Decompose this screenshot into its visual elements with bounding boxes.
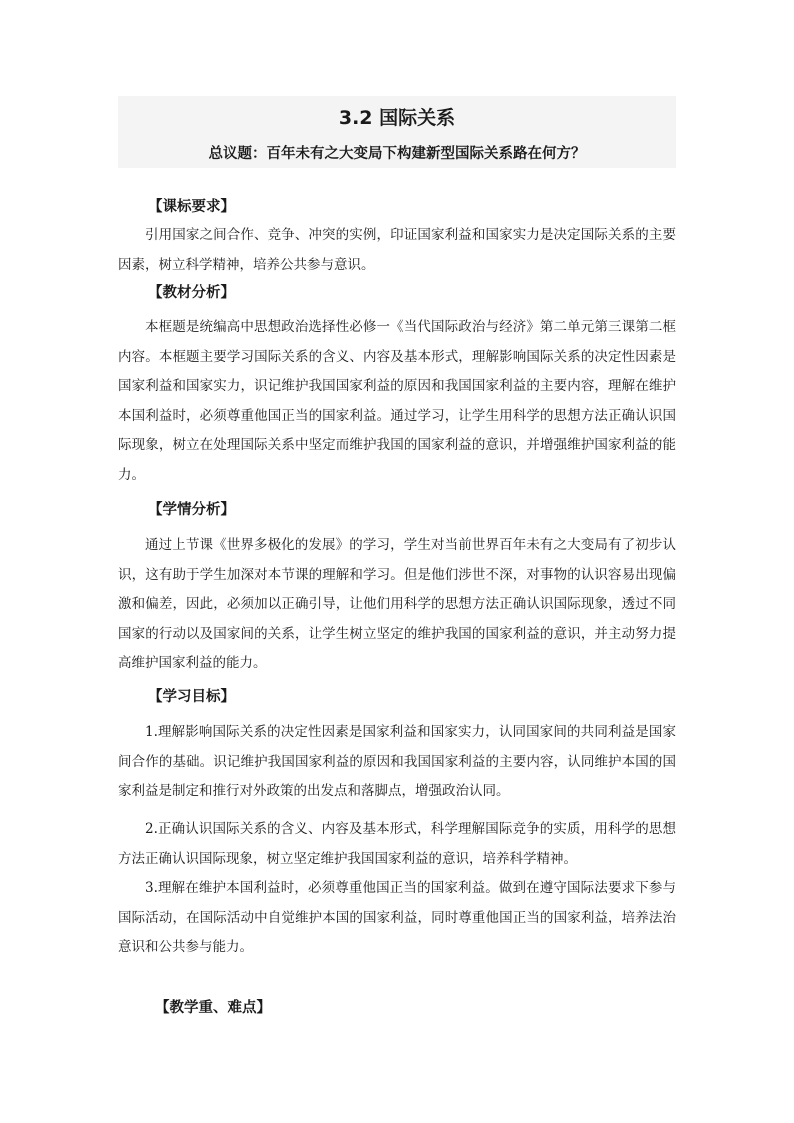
- objective-item-1: 1.理解影响国际关系的决定性因素是国家利益和国家实力，认同国家间的共同利益是国家间合作的基础。识记维护我国国家利益的原因和我国国家利益的主要内容，认同维护本国的国家利益是制定和推行对外政策的出发点和落脚点，增强政治认同。: [118, 724, 676, 799]
- objective-item-2: 2.正确认识国际关系的含义、内容及基本形式，科学理解国际竞争的实质，用科学的思想方法正确认识国际现象，树立坚定维护我国国家利益的意识，培养科学精神。: [118, 821, 676, 867]
- page-title: 3.2 国际关系: [338, 107, 456, 129]
- textbook-paragraph: 本框题是统编高中思想政治选择性必修一《当代国际政治与经济》第二单元第三课第二框内容。本框题主要学习国际关系的含义、内容及基本形式，理解影响国际关系的决定性因素是国家利益和国家实力，识记维护我国国家利益的原因和我国国家利益的主要内容，理解在维护本国利益时，必须尊重他国正当的国家利益。通过学习，让学生用科学的思想方法正确认识国际现象，树立在处理国际关系中坚定而维护我国的国家利益的意识，并增强维护国家利益的能力。: [118, 319, 676, 483]
- objective-item-3: 3.理解在维护本国利益时，必须尊重他国正当的国家利益。做到在遵守国际法要求下参与国际活动，在国际活动中自觉维护本国的国家利益，同时尊重他国正当的国家利益，培养法治意识和公共参与能力。: [118, 880, 676, 955]
- curriculum-heading: 【课标要求】: [148, 199, 235, 215]
- objectives-heading: 【学习目标】: [148, 689, 235, 705]
- keypoints-heading: 【教学重、难点】: [155, 1000, 271, 1016]
- curriculum-paragraph: 引用国家之间合作、竞争、冲突的实例，印证国家利益和国家实力是决定国际关系的主要因素，树立科学精神，培养公共参与意识。: [118, 227, 676, 273]
- students-heading: 【学情分析】: [148, 502, 235, 518]
- students-paragraph: 通过上节课《世界多极化的发展》的学习，学生对当前世界百年未有之大变局有了初步认识，这有助于学生加深对本节课的理解和学习。但是他们涉世不深，对事物的认识容易出现偏激和偏差，因此，必须加以正确引导，让他们用科学的思想方法正确认识国际现象，透过不同国家的行动以及国家间的关系，让学生树立坚定的维护我国的国家利益的意识，并主动努力提高维护国家利益的能力。: [118, 537, 676, 671]
- page-subtitle: 总议题：百年未有之大变局下构建新型国际关系路在何方？: [208, 146, 586, 162]
- textbook-heading: 【教材分析】: [148, 285, 235, 301]
